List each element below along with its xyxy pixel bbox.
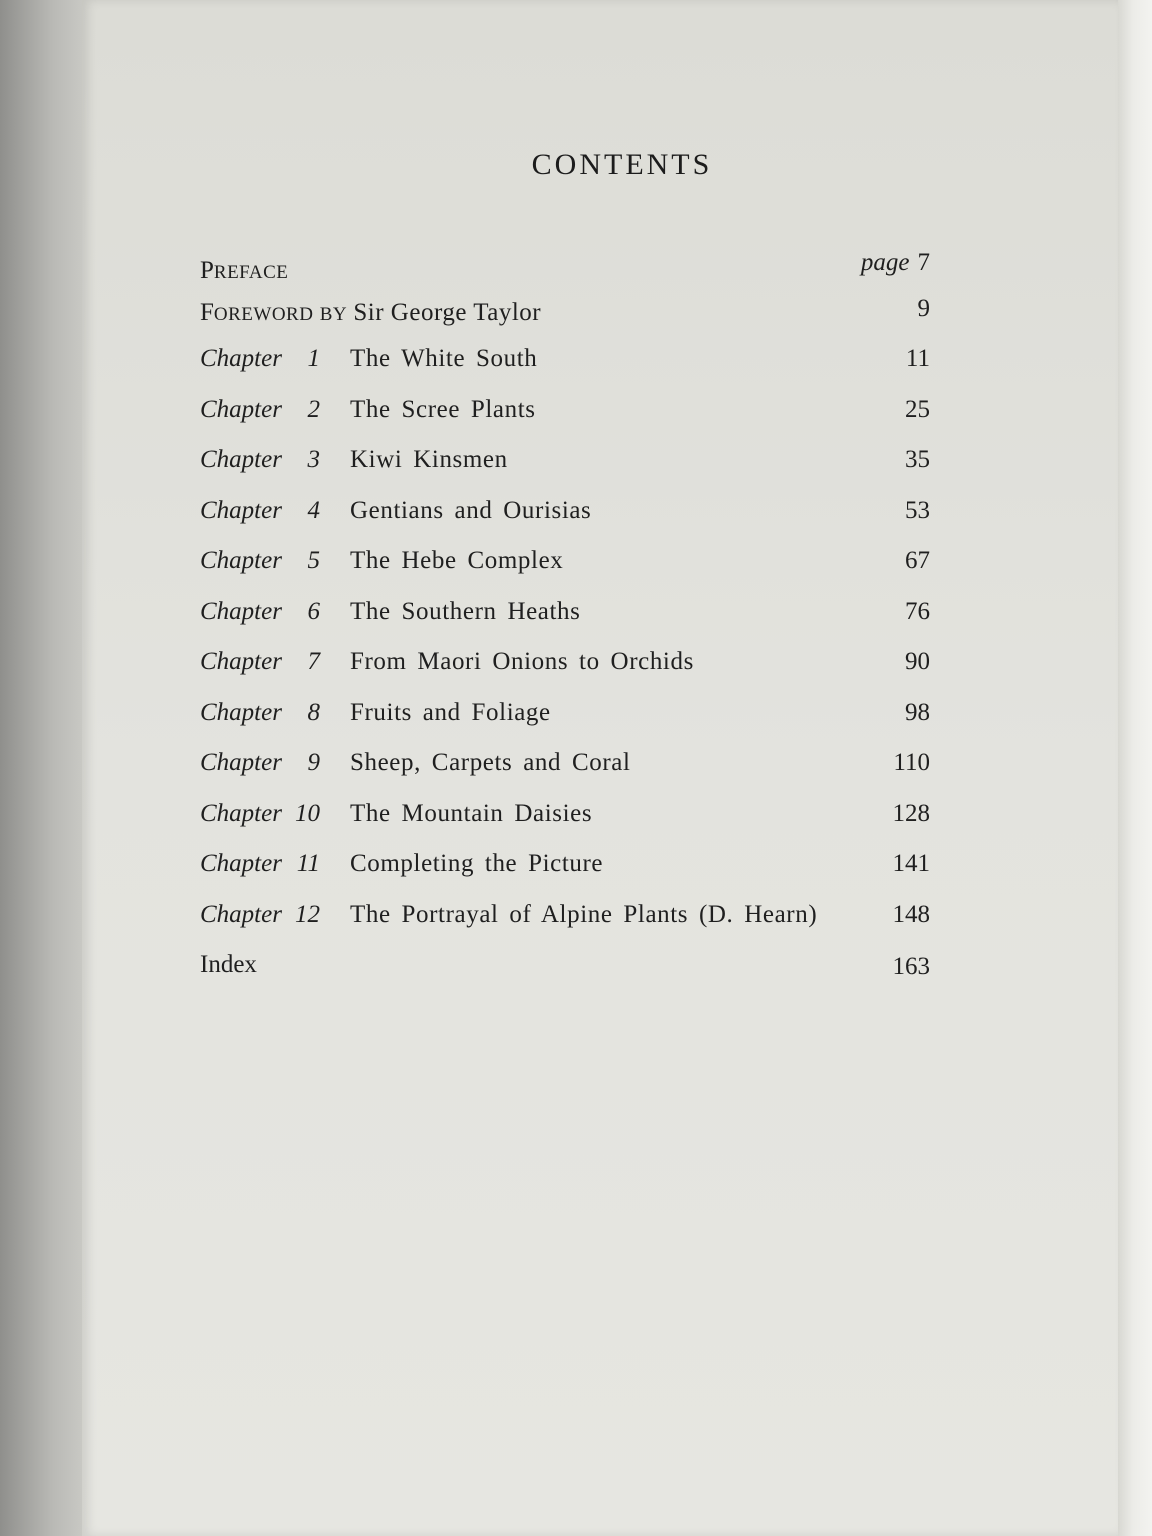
chapter-title: Gentians and Ourisias bbox=[350, 496, 592, 524]
toc-row-chapter bbox=[200, 393, 930, 444]
chapter-numeral: 7 bbox=[307, 648, 320, 675]
chapter-number bbox=[200, 746, 350, 780]
chapter-number bbox=[200, 645, 350, 679]
foreword-author: Sir George Taylor bbox=[353, 299, 542, 326]
toc-row-chapter bbox=[200, 645, 930, 696]
chapter-word: Chapter bbox=[200, 597, 282, 625]
chapter-title: The Scree Plants bbox=[350, 395, 536, 423]
chapter-title: Completing the Picture bbox=[350, 850, 604, 877]
chapter-title: The White South bbox=[350, 345, 538, 372]
chapter-word: Chapter bbox=[200, 698, 282, 726]
chapter-number bbox=[200, 494, 350, 528]
toc-entry-label bbox=[200, 342, 537, 376]
toc-page-number: 11 bbox=[905, 345, 930, 372]
toc-entry-label bbox=[200, 494, 591, 528]
chapter-word: Chapter bbox=[200, 395, 282, 423]
adjacent-surface bbox=[1118, 0, 1152, 1536]
chapter-numeral: 2 bbox=[307, 395, 320, 423]
toc-entry-label: FOREWORD BY Sir George Taylor bbox=[200, 299, 542, 326]
toc-row-chapter bbox=[200, 797, 930, 848]
toc-page-number: 76 bbox=[905, 597, 930, 625]
toc-page-number: 163 bbox=[892, 953, 930, 980]
toc-page-number: 9 bbox=[917, 295, 930, 322]
chapter-word: Chapter bbox=[200, 749, 282, 776]
toc-row-chapter bbox=[200, 544, 930, 595]
toc-entry-label: Index bbox=[200, 951, 257, 978]
chapter-title: The Hebe Complex bbox=[350, 547, 564, 574]
toc-row-chapter bbox=[200, 746, 930, 797]
chapter-title: The Mountain Daisies bbox=[350, 799, 593, 827]
toc-row-chapter bbox=[200, 595, 930, 646]
chapter-word: Chapter bbox=[200, 446, 282, 473]
chapter-number bbox=[200, 898, 350, 932]
chapter-word: Chapter bbox=[200, 345, 282, 372]
toc-entry-label bbox=[200, 595, 580, 629]
chapter-numeral: 4 bbox=[307, 496, 320, 524]
chapter-number bbox=[200, 847, 350, 881]
toc-row-chapter bbox=[200, 898, 930, 949]
chapter-numeral: 8 bbox=[307, 698, 320, 726]
page-word: page bbox=[860, 249, 910, 276]
book-spine-shadow bbox=[0, 0, 95, 1536]
toc-entry-label bbox=[200, 898, 817, 932]
chapter-title: The Southern Heaths bbox=[350, 597, 581, 625]
chapter-number bbox=[200, 696, 350, 730]
toc-entry-label bbox=[200, 847, 603, 881]
chapter-word: Chapter bbox=[200, 850, 282, 877]
chapter-numeral: 10 bbox=[294, 799, 320, 827]
toc-entry-label bbox=[200, 746, 631, 780]
toc-page-number: 98 bbox=[905, 698, 930, 726]
toc-page-number: 141 bbox=[892, 850, 930, 877]
toc-page-number: 53 bbox=[905, 496, 930, 524]
toc-row-foreword bbox=[200, 292, 930, 342]
toc-row-preface bbox=[200, 246, 930, 292]
toc-entry-label bbox=[200, 393, 536, 427]
chapter-title: Kiwi Kinsmen bbox=[350, 446, 508, 473]
toc-entry-label bbox=[200, 443, 508, 477]
toc-page-number: 67 bbox=[905, 547, 930, 574]
book-page bbox=[82, 0, 1118, 1536]
chapter-title: From Maori Onions to Orchids bbox=[350, 648, 694, 675]
chapter-word: Chapter bbox=[200, 496, 282, 524]
chapter-number bbox=[200, 797, 350, 831]
table-of-contents bbox=[200, 246, 930, 999]
chapter-number bbox=[200, 342, 350, 376]
toc-row-chapter bbox=[200, 494, 930, 545]
toc-page-number: 128 bbox=[892, 799, 930, 827]
toc-page-number: page 7 bbox=[860, 249, 930, 276]
chapter-word: Chapter bbox=[200, 900, 282, 928]
chapter-list bbox=[200, 342, 930, 948]
chapter-numeral: 9 bbox=[307, 749, 320, 776]
chapter-word: Chapter bbox=[200, 799, 282, 827]
toc-page-number: 35 bbox=[905, 446, 930, 473]
chapter-title: The Portrayal of Alpine Plants (D. Hearn) bbox=[350, 900, 818, 928]
chapter-title: Sheep, Carpets and Coral bbox=[350, 749, 631, 776]
chapter-number bbox=[200, 443, 350, 477]
toc-row-chapter bbox=[200, 847, 930, 898]
chapter-numeral: 11 bbox=[296, 850, 320, 877]
chapter-numeral: 1 bbox=[307, 345, 320, 372]
toc-entry-label bbox=[200, 645, 694, 679]
toc-page-number: 25 bbox=[905, 395, 930, 423]
toc-entry-label bbox=[200, 544, 563, 578]
chapter-number bbox=[200, 393, 350, 427]
toc-row-chapter bbox=[200, 696, 930, 747]
chapter-numeral: 5 bbox=[307, 547, 320, 574]
chapter-number bbox=[200, 595, 350, 629]
toc-page-number: 148 bbox=[892, 900, 930, 928]
toc-entry-label bbox=[200, 696, 551, 730]
page-title: CONTENTS bbox=[531, 148, 713, 181]
toc-row-chapter bbox=[200, 342, 930, 393]
toc-entry-label: PREFACE bbox=[200, 257, 289, 284]
chapter-number bbox=[200, 544, 350, 578]
toc-row-chapter bbox=[200, 443, 930, 494]
toc-entry-label bbox=[200, 797, 592, 831]
chapter-word: Chapter bbox=[200, 648, 282, 675]
chapter-title: Fruits and Foliage bbox=[350, 698, 551, 726]
chapter-numeral: 3 bbox=[307, 446, 320, 473]
toc-row-index bbox=[200, 948, 930, 999]
toc-page-number: 90 bbox=[905, 648, 930, 675]
chapter-word: Chapter bbox=[200, 547, 282, 574]
toc-page-number: 110 bbox=[893, 749, 930, 776]
chapter-numeral: 12 bbox=[294, 900, 320, 928]
chapter-numeral: 6 bbox=[307, 597, 320, 625]
